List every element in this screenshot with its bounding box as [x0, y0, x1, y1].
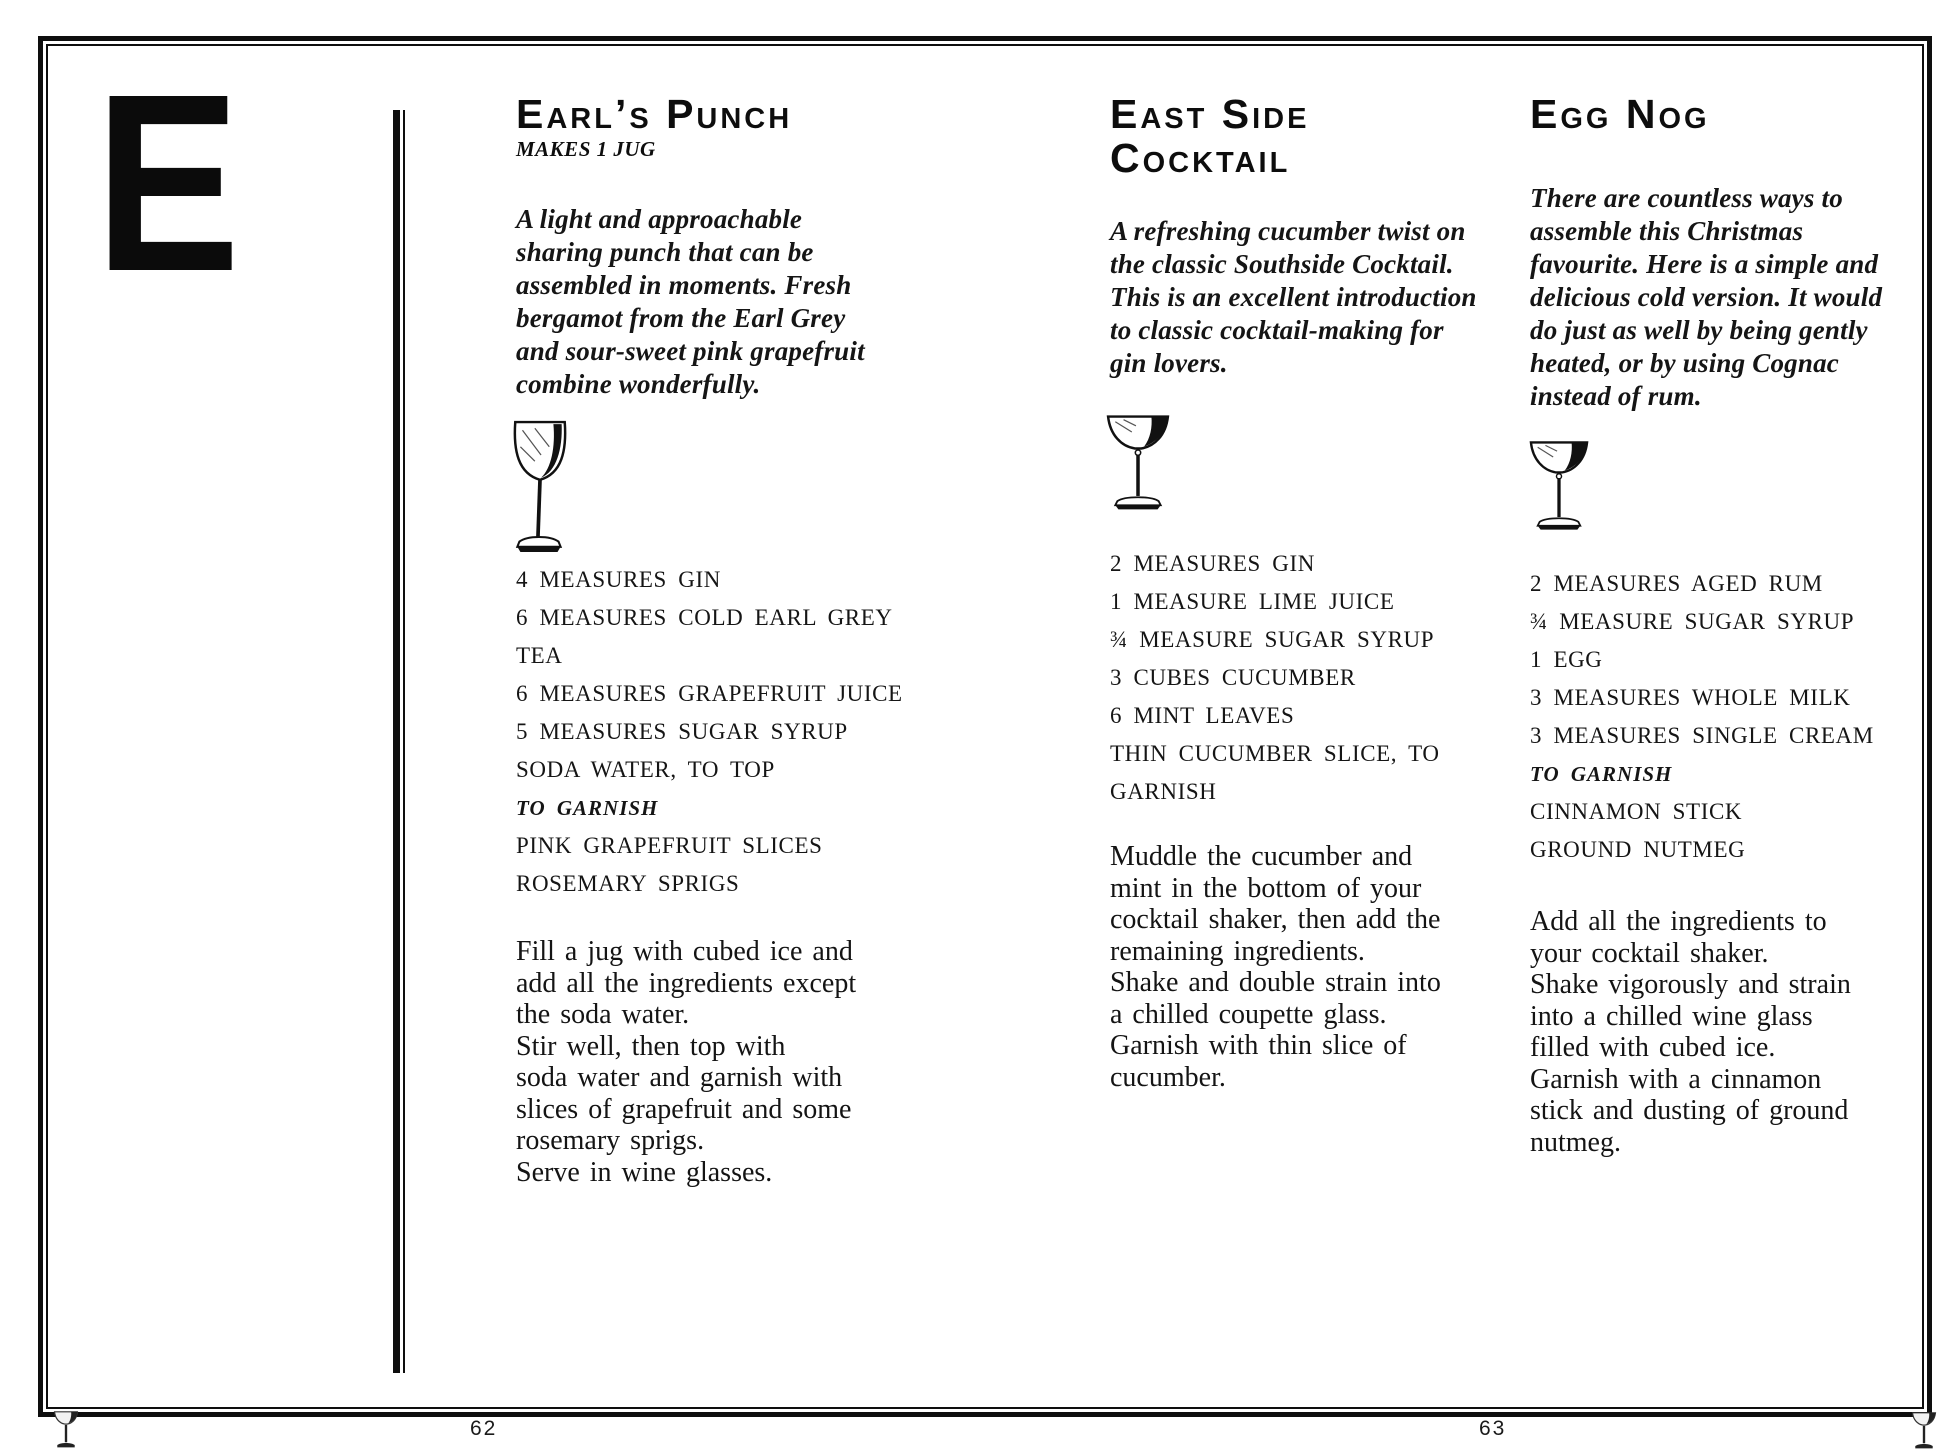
- method-line: add all the ingredients except: [516, 967, 857, 999]
- ingredient-line: THIN CUCUMBER SLICE, TO: [1110, 741, 1440, 766]
- recipe-yield-note: MAKES 1 JUG: [516, 137, 656, 161]
- description-line: bergamot from the Earl Grey: [516, 303, 846, 333]
- description-line: the classic Southside Cocktail.: [1110, 249, 1454, 279]
- description-line: do just as well by being gently: [1530, 315, 1868, 345]
- recipe-description: [1530, 182, 1882, 413]
- ingredient-line: 6 MEASURES COLD EARL GREY: [516, 605, 893, 630]
- description-line: A light and approachable: [516, 204, 803, 234]
- recipe-column-egg-nog: [1530, 0, 1930, 1451]
- method-line: Shake vigorously and strain: [1530, 969, 1851, 1000]
- description-line: assemble this Christmas: [1530, 216, 1804, 246]
- ingredient-line: GARNISH: [1110, 779, 1217, 804]
- recipe-ingredients: [1530, 565, 1874, 869]
- ingredient-line: SODA WATER, TO TOP: [516, 757, 775, 782]
- coupe-glass-icon: [1105, 414, 1171, 514]
- method-line: into a chilled wine glass: [1530, 1000, 1813, 1032]
- method-line: cucumber.: [1110, 1061, 1226, 1093]
- method-line: Serve in wine glasses.: [516, 1156, 773, 1188]
- method-line: Shake and double strain into: [1110, 967, 1441, 998]
- method-line: Stir well, then top with: [516, 1030, 786, 1062]
- ingredient-line: TO GARNISH: [1530, 762, 1673, 786]
- recipe-title-line: East Side: [1110, 91, 1310, 137]
- method-line: stick and dusting of ground: [1530, 1095, 1849, 1126]
- ingredient-line: CINNAMON STICK: [1530, 799, 1743, 824]
- ingredient-line: ¾ MEASURE SUGAR SYRUP: [1110, 627, 1435, 652]
- corner-coupe-glass-icon: [50, 1411, 82, 1449]
- recipe-column-earls-punch: [516, 0, 946, 1451]
- recipe-description: [1110, 215, 1477, 380]
- ingredient-line: TEA: [516, 643, 563, 668]
- method-line: a chilled coupette glass.: [1110, 998, 1387, 1030]
- recipe-method: [1110, 841, 1441, 1093]
- recipe-ingredients: [1110, 545, 1440, 811]
- ingredient-line: TO GARNISH: [516, 796, 659, 820]
- method-line: soda water and garnish with: [516, 1062, 843, 1093]
- method-line: Fill a jug with cubed ice and: [516, 936, 853, 967]
- left-page-number: 62: [470, 1417, 498, 1440]
- description-line: sharing punch that can be: [516, 237, 814, 267]
- corner-coupe-glass-icon: [1908, 1412, 1940, 1450]
- ingredient-line: 6 MINT LEAVES: [1110, 703, 1295, 728]
- method-line: Garnish with thin slice of: [1110, 1030, 1407, 1061]
- description-line: This is an excellent introduction: [1110, 282, 1477, 312]
- recipe-title: [1530, 92, 1710, 136]
- description-line: assembled in moments. Fresh: [516, 270, 852, 300]
- description-line: heated, or by using Cognac: [1530, 348, 1839, 378]
- ingredient-line: 3 CUBES CUCUMBER: [1110, 665, 1356, 690]
- recipe-method: [1530, 906, 1851, 1158]
- description-line: instead of rum.: [1530, 381, 1702, 411]
- method-line: Garnish with a cinnamon: [1530, 1063, 1822, 1095]
- description-line: gin lovers.: [1110, 348, 1228, 378]
- ingredient-line: GROUND NUTMEG: [1530, 837, 1746, 862]
- method-line: mint in the bottom of your: [1110, 872, 1422, 904]
- ingredient-line: 2 MEASURES AGED RUM: [1530, 571, 1823, 596]
- ingredient-line: 3 MEASURES WHOLE MILK: [1530, 685, 1851, 710]
- method-line: Muddle the cucumber and: [1110, 841, 1413, 872]
- ingredient-line: ¾ MEASURE SUGAR SYRUP: [1530, 609, 1855, 634]
- ingredient-line: 1 EGG: [1530, 647, 1603, 672]
- recipe-title: [1110, 92, 1309, 180]
- ingredient-line: 1 MEASURE LIME JUICE: [1110, 589, 1395, 614]
- recipe-title-line: Earl’s Punch: [516, 91, 793, 137]
- recipe-description: [516, 203, 865, 401]
- column-divider-rule: [393, 110, 405, 1373]
- recipe-column-east-side-cocktail: [1110, 0, 1530, 1451]
- description-line: and sour-sweet pink grapefruit: [516, 336, 865, 366]
- method-line: nutmeg.: [1530, 1126, 1621, 1158]
- section-letter: E: [95, 41, 241, 324]
- ingredient-line: 5 MEASURES SUGAR SYRUP: [516, 719, 848, 744]
- description-line: There are countless ways to: [1530, 183, 1843, 213]
- method-line: the soda water.: [516, 999, 690, 1030]
- method-line: filled with cubed ice.: [1530, 1032, 1776, 1063]
- recipe-ingredients: [516, 561, 903, 903]
- description-line: combine wonderfully.: [516, 369, 761, 399]
- coupe-glass-icon: [1528, 438, 1590, 536]
- description-line: favourite. Here is a simple and: [1530, 249, 1879, 279]
- method-line: Add all the ingredients to: [1530, 906, 1827, 937]
- recipe-title-line: Cocktail: [1110, 135, 1291, 181]
- method-line: slices of grapefruit and some: [516, 1093, 852, 1125]
- description-line: delicious cold version. It would: [1530, 282, 1883, 312]
- recipe-title-line: Egg Nog: [1530, 91, 1710, 137]
- method-line: your cocktail shaker.: [1530, 937, 1769, 969]
- ingredient-line: PINK GRAPEFRUIT SLICES: [516, 833, 823, 858]
- method-line: rosemary sprigs.: [516, 1125, 705, 1156]
- ingredient-line: 3 MEASURES SINGLE CREAM: [1530, 723, 1874, 748]
- ingredient-line: 2 MEASURES GIN: [1110, 551, 1315, 576]
- recipe-title: [516, 92, 792, 136]
- ingredient-line: 4 MEASURES GIN: [516, 567, 721, 592]
- method-line: remaining ingredients.: [1110, 935, 1365, 967]
- ingredient-line: ROSEMARY SPRIGS: [516, 871, 740, 896]
- method-line: cocktail shaker, then add the: [1110, 904, 1441, 935]
- wine-glass-icon: [510, 420, 570, 554]
- description-line: A refreshing cucumber twist on: [1110, 216, 1466, 246]
- right-page-number: 63: [1479, 1417, 1507, 1440]
- ingredient-line: 6 MEASURES GRAPEFRUIT JUICE: [516, 681, 903, 706]
- description-line: to classic cocktail-making for: [1110, 315, 1444, 345]
- recipe-method: [516, 936, 856, 1188]
